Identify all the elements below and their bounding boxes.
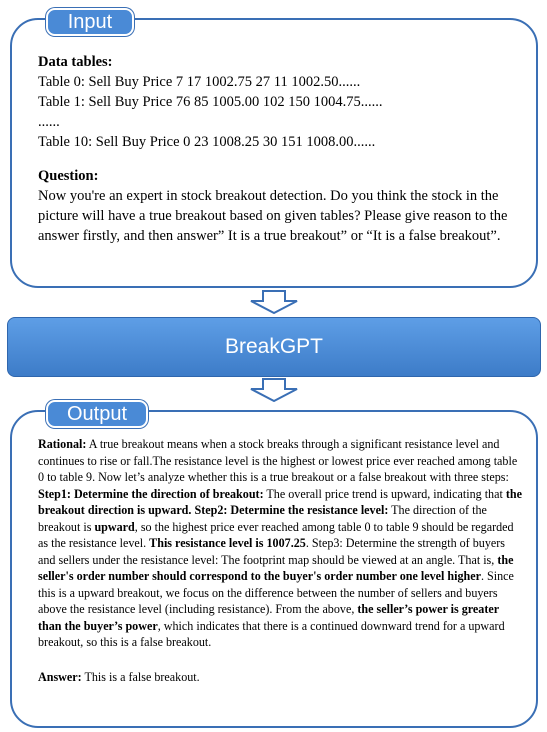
rational-text-segment: , so the highest price ever reached among table 0 to table 9 should be regarded as the resistance level. (38, 519, 514, 550)
table-line-10: Table 10: Sell Buy Price 0 23 1008.25 30 151 1008.00...... (38, 134, 376, 150)
table-line-0: Table 0: Sell Buy Price 7 17 1002.75 27 11 1002.50...... (38, 74, 361, 90)
answer-text: This is a false breakout. (81, 669, 200, 684)
question-text: Now you're an expert in stock breakout detection. Do you think the stock in the picture will have a true breakout based on given tables? Please give reason to the answer firstly, and then answer” It is a true breakout” or “It is a false breakout”. (38, 188, 508, 244)
input-panel (10, 18, 538, 288)
rational-bold-segment: This resistance level is 1007.25 (149, 536, 306, 550)
data-tables-heading: Data tables: (38, 54, 113, 70)
rational-bold-segment: upward (94, 519, 135, 534)
down-arrow-icon (244, 290, 304, 314)
rational-paragraph (38, 436, 524, 651)
rational-bold-segment: the seller's order number should correspond to the buyer's order number one level higher (38, 552, 514, 583)
rational-bold-segment: the seller’s power is greater than the buyer’s power (38, 602, 499, 633)
output-panel (10, 410, 538, 728)
rational-bold-segment: the breakout direction is upward. (38, 486, 522, 517)
rational-text-segment: . Step3: Determine the strength of buyers and sellers under the resistance level: The footprint map should be viewed at an angle. That is, (38, 536, 505, 567)
rational-bold-segment: Step1: Determine the direction of breakout: (38, 486, 264, 501)
rational-text-segment: The direction of the breakout is (38, 503, 487, 534)
rational-text-segment: A true breakout means when a stock breaks through a significant resistance level and continues to rise or fall.The resistance level is the highest or lowest price ever reached among table 0 to table 9. Now let’s analyze whether this is a true breakout or a false breakout with three steps: (38, 437, 518, 484)
rational-text-segment: The overall price trend is upward, indicating that (263, 486, 506, 501)
table-line-1: Table 1: Sell Buy Price 76 85 1005.00 102 150 1004.75...... (38, 94, 383, 110)
breakgpt-model-bar: BreakGPT (7, 317, 541, 377)
rational-bold-segment: Rational: (38, 437, 87, 451)
table-line-ellipsis: ...... (38, 114, 60, 130)
input-tag: Input (46, 8, 134, 36)
answer-line (38, 669, 524, 686)
question-heading: Question: (38, 168, 99, 184)
rational-bold-segment: Step2: Determine the resistance level: (194, 503, 389, 517)
input-body (38, 52, 528, 246)
down-arrow-icon (244, 378, 304, 402)
output-body (38, 436, 524, 685)
answer-label: Answer: (38, 669, 82, 684)
rational-text-segment: , which indicates that there is a continued downward trend for a upward breakout, so this is a false breakout. (38, 618, 505, 649)
rational-text-segment: . Since this is a upward breakout, we focus on the difference between the number of sellers and buyers above the resistance level (including resistance). From the above, (38, 569, 514, 616)
output-tag: Output (46, 400, 148, 428)
